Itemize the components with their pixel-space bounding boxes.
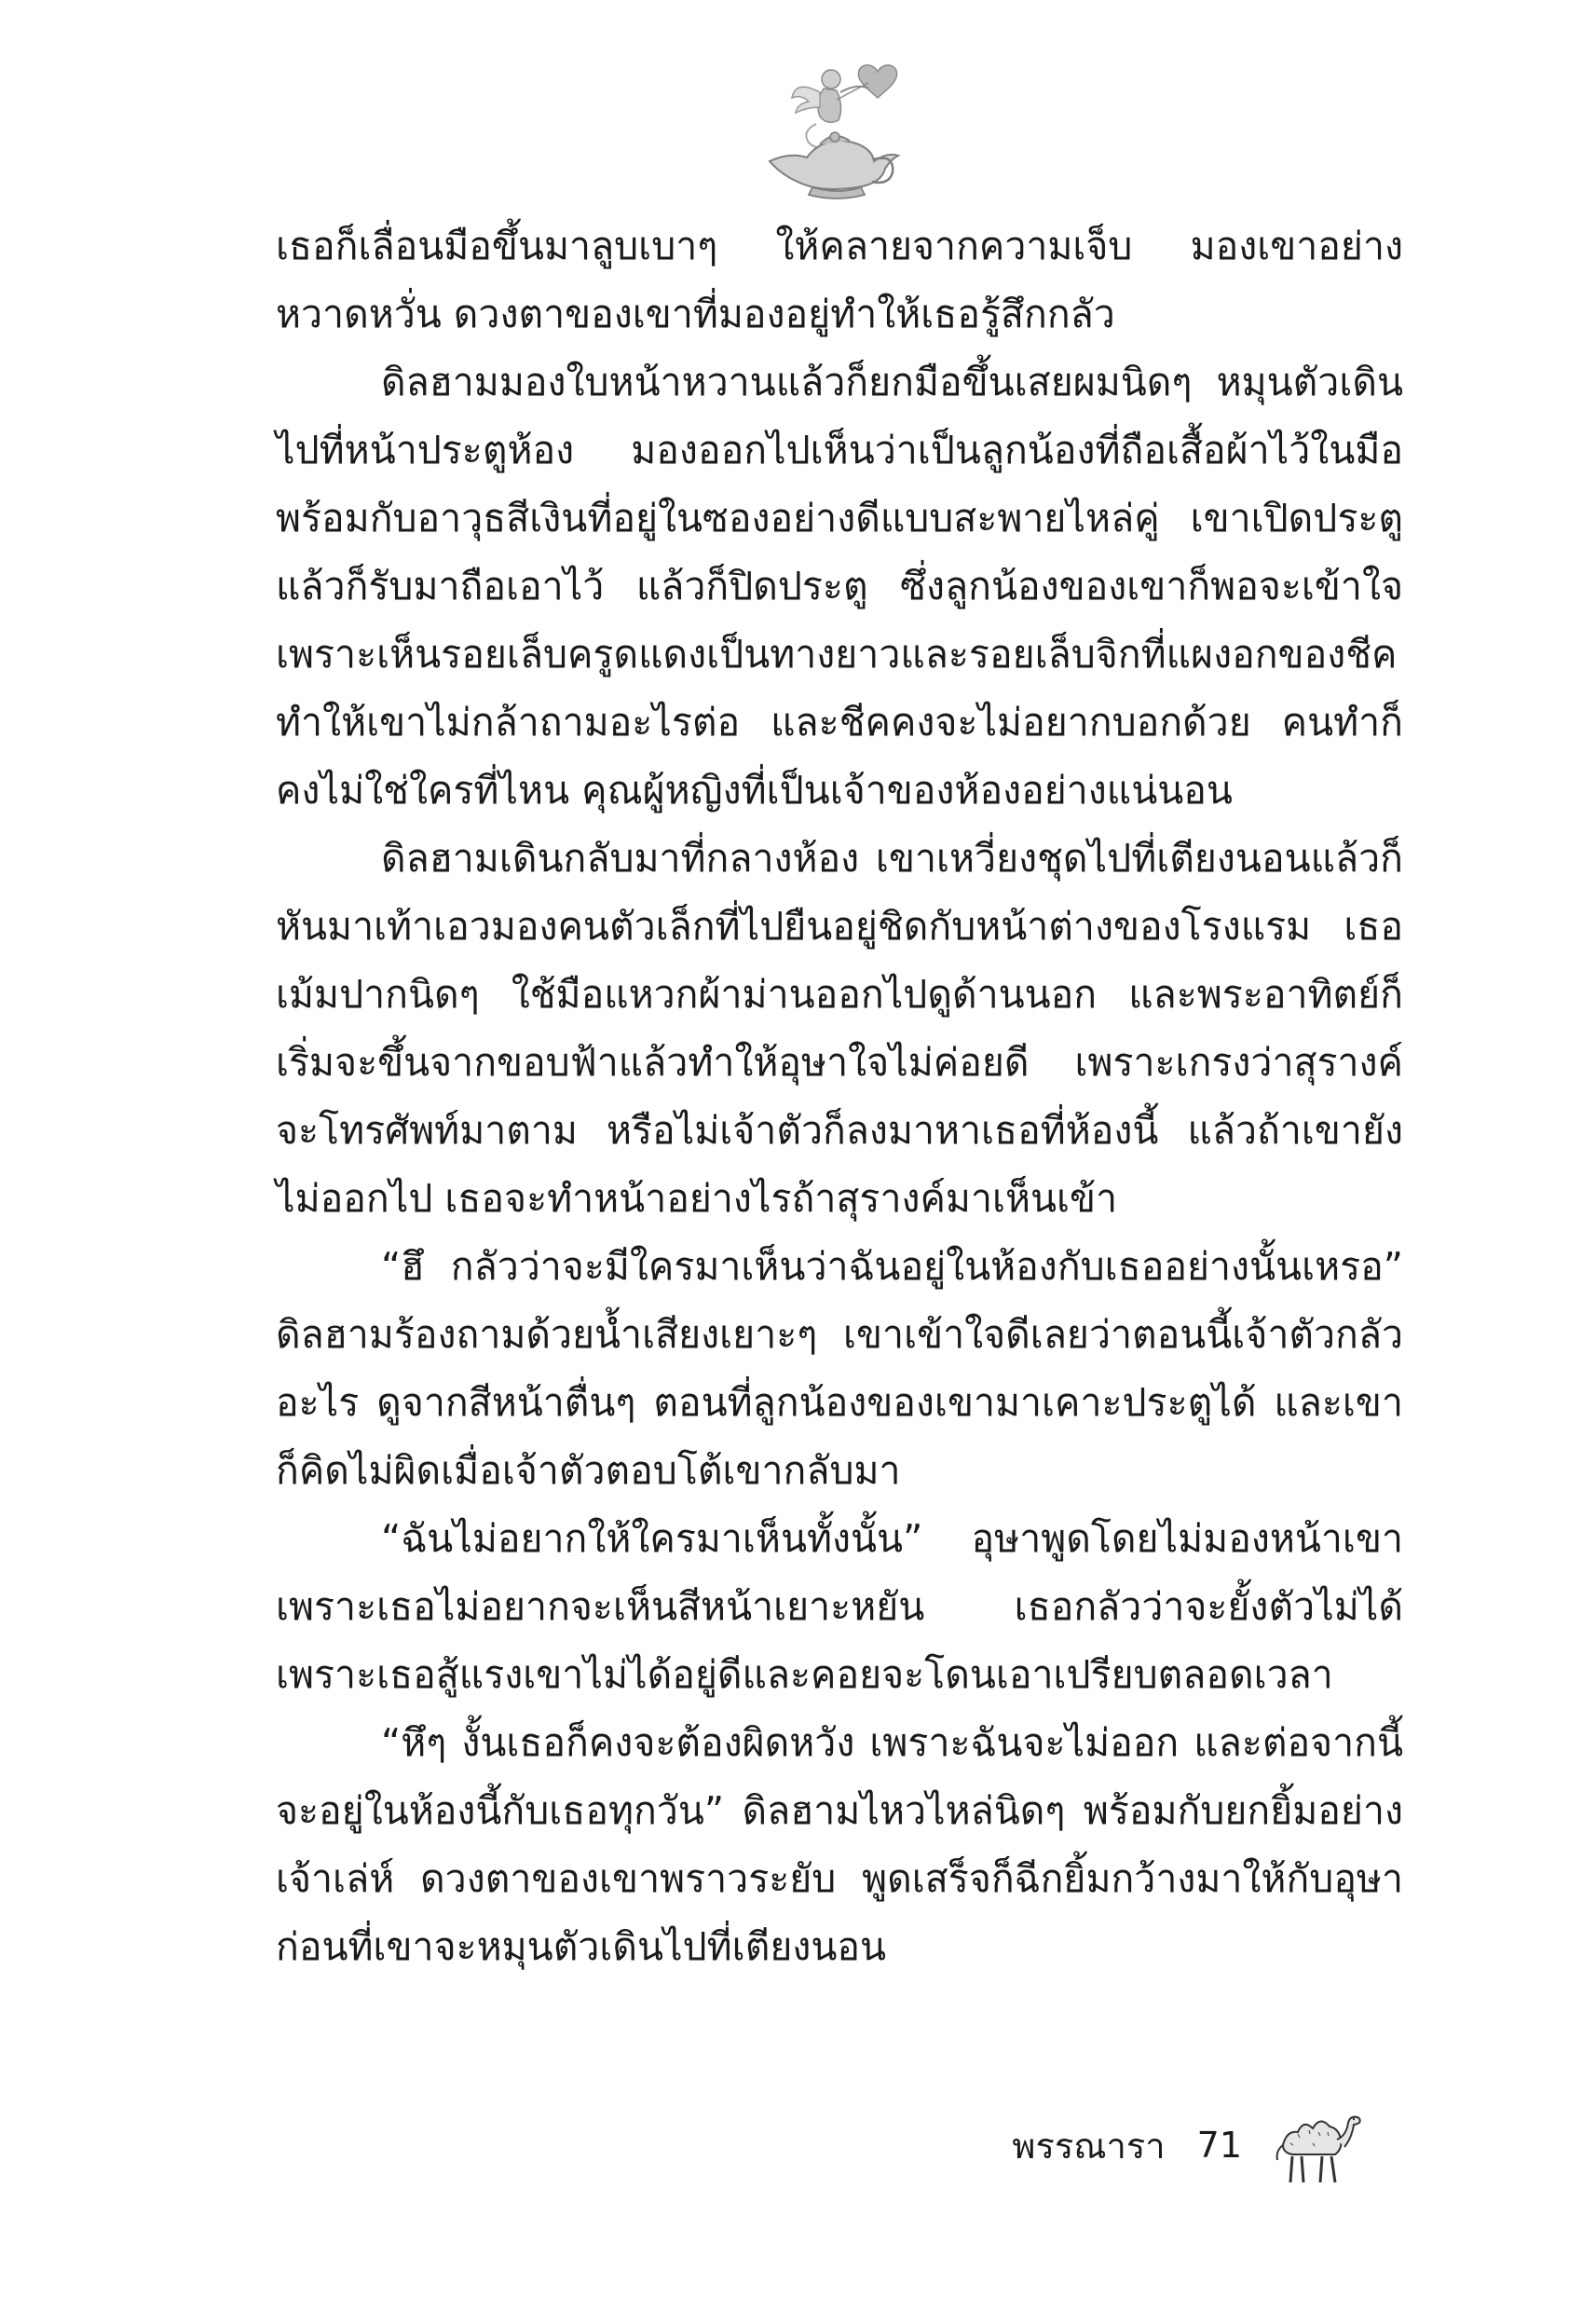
paragraph-2: ดิลฮามมองใบหน้าหวานแล้วก็ยกมือขึ้นเสยผมนิดๆ หมุนตัวเดินไปที่หน้าประตูห้อง มองออกไปเห็นว่าเป็นลูกน้องที่ถือเสื้อผ้าไว้ในมือ พร้อมกับอาวุธสีเงินที่อยู่ในซองอย่างดีแบบสะพายไหล่คู่ เขาเปิดประตูแล้วก็รับมาถือเอาไว้ แล้วก็ปิดประตู ซึ่งลูกน้องของเขาก็พอจะเข้าใจเพราะเห็นรอยเล็บครูดแดงเป็นทางยาวและรอยเล็บจิกที่แผงอกของชีค ทำให้เขาไม่กล้าถามอะไรต่อ และชีคคงจะไม่อยากบอกด้วย คนทำก็คงไม่ใช่ใครที่ไหน คุณผู้หญิงที่เป็นเจ้าของห้องอย่างแน่นอน <box>276 360 1403 813</box>
page-footer <box>1012 2108 1363 2182</box>
camel-icon <box>1266 2102 1363 2188</box>
cupid-genie-lamp-icon <box>751 51 909 205</box>
footer-book-title: พรรณารา <box>1012 2125 1166 2167</box>
page-number: 71 <box>1196 2125 1242 2166</box>
paragraph-5: “ฉันไม่อยากให้ใครมาเห็นทั้งนั้น” อุษาพูดโดยไม่มองหน้าเขาเพราะเธอไม่อยากจะเห็นสีหน้าเยาะหยัน เธอกลัวว่าจะยั้งตัวไม่ได้เพราะเธอสู้แรงเขาไม่ได้อยู่ดีและคอยจะโดนเอาเปรียบตลอดเวลา <box>276 1516 1403 1697</box>
paragraph-3: ดิลฮามเดินกลับมาที่กลางห้อง เขาเหวี่ยงชุดไปที่เตียงนอนแล้วก็หันมาเท้าเอวมองคนตัวเล็กที่ไปยืนอยู่ชิดกับหน้าต่างของโรงแรม เธอเม้มปากนิดๆ ใช้มือแหวกผ้าม่านออกไปดูด้านนอก และพระอาทิตย์ก็เริ่มจะขึ้นจากขอบฟ้าแล้วทำให้อุษาใจไม่ค่อยดี เพราะเกรงว่าสุรางค์จะโทรศัพท์มาตาม หรือไม่เจ้าตัวก็ลงมาหาเธอที่ห้องนี้ แล้วถ้าเขายังไม่ออกไป เธอจะทำหน้าอย่างไรถ้าสุรางค์มาเห็นเข้า <box>276 836 1403 1221</box>
paragraph-6: “หึๆ งั้นเธอก็คงจะต้องผิดหวัง เพราะฉันจะไม่ออก และต่อจากนี้จะอยู่ในห้องนี้กับเธอทุกวัน” ดิลฮามไหวไหล่นิดๆ พร้อมกับยกยิ้มอย่างเจ้าเล่ห์ ดวงตาของเขาพราวระยับ พูดเสร็จก็ฉีกยิ้มกว้างมาให้กับอุษาก่อนที่เขาจะหมุนตัวเดินไปที่เตียงนอน <box>276 1720 1403 1969</box>
paragraph-4: “ฮึ กลัวว่าจะมีใครมาเห็นว่าฉันอยู่ในห้องกับเธออย่างนั้นเหรอ” ดิลฮามร้องถามด้วยน้ำเสียงเยาะๆ เขาเข้าใจดีเลยว่าตอนนี้เจ้าตัวกลัวอะไร ดูจากสีหน้าตื่นๆ ตอนที่ลูกน้องของเขามาเคาะประตูได้ และเขาก็คิดไม่ผิดเมื่อเจ้าตัวตอบโต้เขากลับมา <box>276 1244 1403 1493</box>
paragraph-1: เธอก็เลื่อนมือขึ้นมาลูบเบาๆ ให้คลายจากความเจ็บ มองเขาอย่างหวาดหวั่น ดวงตาของเขาที่มองอยู่ทำให้เธอรู้สึกกลัว <box>276 224 1403 336</box>
body-text <box>276 212 1403 1981</box>
